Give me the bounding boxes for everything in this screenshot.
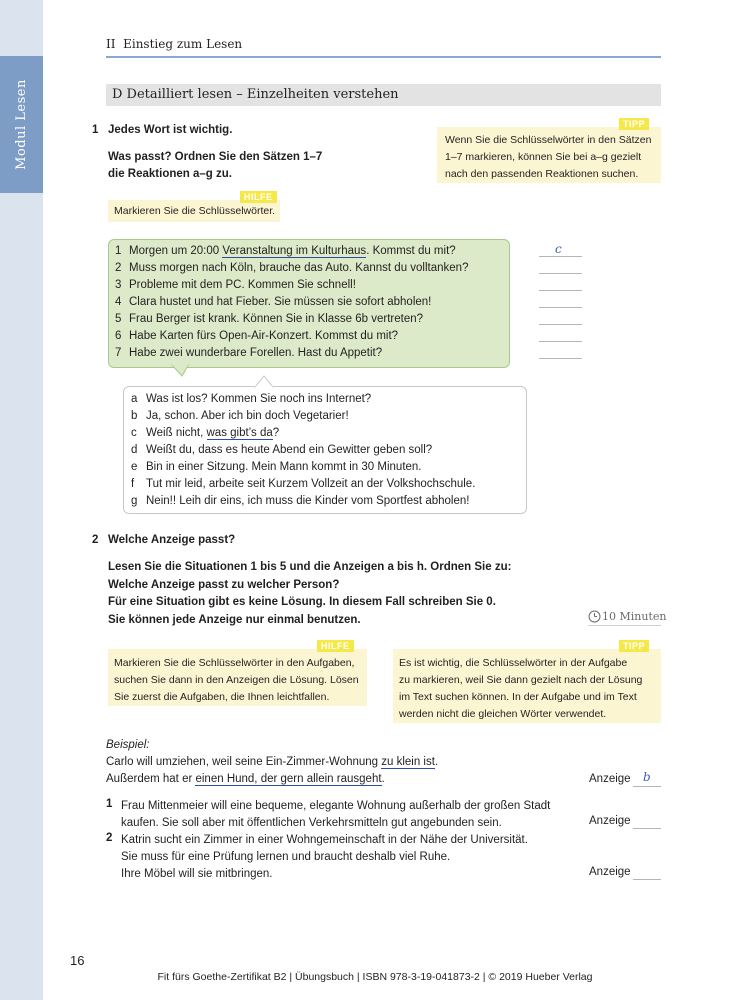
example-answer-line — [633, 786, 661, 787]
hilfe-text-1: Markieren Sie die Schlüsselwörter. — [114, 205, 276, 217]
task1-instruction-1: Was passt? Ordnen Sie den Sätzen 1–7 — [108, 151, 323, 163]
answer-line-1[interactable] — [539, 256, 582, 257]
reaction-d: d Weißt du, dass es heute Abend ein Gewitter geben soll? — [131, 444, 433, 456]
answer-line-2[interactable] — [539, 273, 582, 274]
answer-line-6[interactable] — [539, 341, 582, 342]
tipp-text-2: Es ist wichtig, die Schlüsselwörter in der Aufgabe zu markieren, weil Sie dann gezielt nach der Lösung im Text suchen können. In der Aufgabe und im Text werden nicht die gleichen Wörter verwendet. — [399, 657, 643, 720]
task1-instruction-2: die Reaktionen a–g zu. — [108, 168, 232, 180]
sentence-3: 3 Probleme mit dem PC. Kommen Sie schnell! — [115, 279, 356, 291]
hilfe-badge-2: HILFE — [317, 640, 354, 652]
tipp-badge-2: TIPP — [619, 640, 649, 652]
module-tab-label: Modul Lesen — [14, 79, 29, 170]
hilfe-text-2: Markieren Sie die Schlüsselwörter in den Aufgaben, suchen Sie dann in den Anzeigen die Lösung. Lösen Sie zuerst die Aufgaben, die Ihnen leichtfallen. — [114, 657, 359, 703]
footer-text: Fit fürs Goethe-Zertifikat B2 | Übungsbuch | ISBN 978-3-19-041873-2 | © 2019 Hueber Verlag — [157, 971, 593, 983]
reaction-g: g Nein!! Leih dir eins, ich muss die Kinder vom Sportfest abholen! — [131, 495, 470, 507]
time-divider — [588, 625, 661, 626]
task1-title: Jedes Wort ist wichtig. — [108, 124, 233, 136]
tipp-badge-1: TIPP — [619, 118, 649, 130]
answer-line-4[interactable] — [539, 307, 582, 308]
speech-tail-green — [170, 364, 194, 378]
task2-number: 2 — [92, 534, 99, 546]
task2-instructions: Lesen Sie die Situationen 1 bis 5 und die Anzeigen a bis h. Ordnen Sie zu: Welche Anzeige passt zu welcher Person? Für eine Situation gibt es keine Lösung. In diesem Fall schreiben Sie 0. Sie können jede Anzeige nur einmal benutzen. — [108, 561, 512, 626]
situation-1-answer-line[interactable] — [633, 828, 661, 829]
section-title: D Detailliert lesen – Einzelheiten verstehen — [112, 87, 399, 102]
reaction-c: c Weiß nicht, was gibt’s da? — [131, 427, 280, 439]
example-answer: b — [643, 770, 651, 784]
task2-title: Welche Anzeige passt? — [108, 534, 236, 546]
reaction-f: f Tut mir leid, arbeite seit Kurzem Vollzeit an der Volkshochschule. — [131, 478, 476, 490]
answer-line-3[interactable] — [539, 290, 582, 291]
page-number: 16 — [70, 953, 85, 968]
answer-1[interactable]: c — [555, 242, 562, 256]
example-line-2: Außerdem hat er einen Hund, der gern allein rausgeht. — [106, 773, 385, 785]
answer-line-7[interactable] — [539, 358, 582, 359]
situation-1-text: Frau Mittenmeier will eine bequeme, elegante Wohnung außerhalb der großen Stadt kaufen. Sie soll aber mit öffentlichen Verkehrsmitteln gut angebunden sein. — [121, 800, 551, 829]
chapter-title: II Einstieg zum Lesen — [106, 37, 243, 51]
sentence-5: 5 Frau Berger ist krank. Können Sie in Klasse 6b vertreten? — [115, 313, 424, 325]
reaction-b: b Ja, schon. Aber ich bin doch Vegetarier! — [131, 410, 349, 422]
sentence-6: 6 Habe Karten fürs Open-Air-Konzert. Kommst du mit? — [115, 330, 399, 342]
time-limit: 10 Minuten — [602, 610, 667, 623]
situation-1-number: 1 — [106, 798, 113, 810]
answer-line-5[interactable] — [539, 324, 582, 325]
reaction-e: e Bin in einer Sitzung. Mein Mann kommt in 30 Minuten. — [131, 461, 422, 473]
example-label: Beispiel: — [106, 739, 150, 751]
situation-1-anzeige-label: Anzeige — [589, 815, 631, 827]
situation-2-text: Katrin sucht ein Zimmer in einer Wohngemeinschaft in der Nähe der Universität. Sie muss für eine Prüfung lernen und braucht deshalb viel Ruhe. Ihre Möbel will sie mitbringen. — [121, 834, 528, 880]
speech-tail-white — [254, 375, 276, 388]
tipp-text-1: Wenn Sie die Schlüsselwörter in den Sätzen 1–7 markieren, können Sie bei a–g gezielt nach den passenden Reaktionen suchen. — [445, 134, 652, 180]
header-divider — [106, 56, 661, 58]
situation-2-number: 2 — [106, 832, 113, 844]
example-line-1: Carlo will umziehen, weil seine Ein-Zimmer-Wohnung zu klein ist. — [106, 756, 439, 768]
situation-2-answer-line[interactable] — [633, 879, 661, 880]
task1-number: 1 — [92, 124, 99, 136]
sentence-4: 4 Clara hustet und hat Fieber. Sie müssen sie sofort abholen! — [115, 296, 432, 308]
sentence-7: 7 Habe zwei wunderbare Forellen. Hast du Appetit? — [115, 347, 383, 359]
reaction-a: a Was ist los? Kommen Sie noch ins Internet? — [131, 393, 372, 405]
situation-2-anzeige-label: Anzeige — [589, 866, 631, 878]
clock-icon — [588, 610, 601, 623]
sentence-1: 1 Morgen um 20:00 Veranstaltung im Kulturhaus. Kommst du mit? — [115, 245, 456, 257]
hilfe-badge-1: HILFE — [240, 191, 277, 203]
example-anzeige-label: Anzeige — [589, 773, 631, 785]
sentence-2: 2 Muss morgen nach Köln, brauche das Auto. Kannst du volltanken? — [115, 262, 469, 274]
